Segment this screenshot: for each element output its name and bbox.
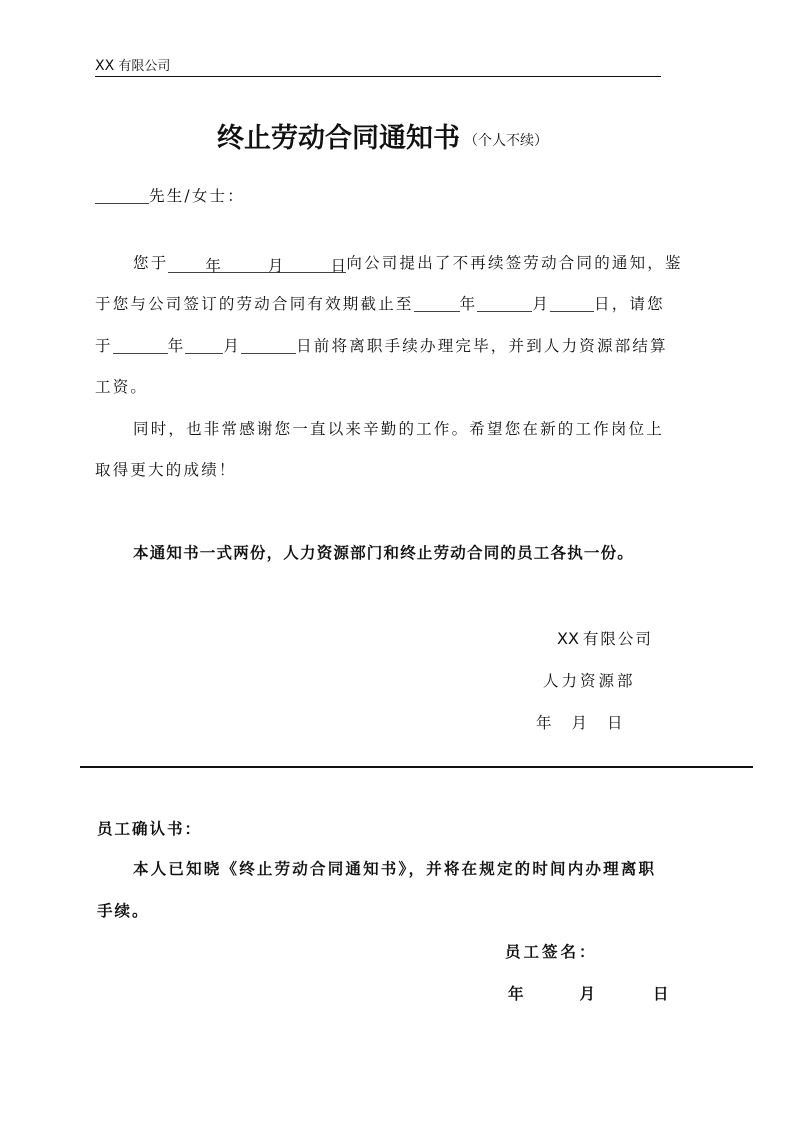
year-label: 年 bbox=[167, 337, 186, 355]
confirmation-line2: 手续。 bbox=[97, 901, 150, 920]
paragraph1-line3 bbox=[95, 336, 668, 356]
employee-year: 年 bbox=[508, 984, 524, 1003]
text: 日前将离职手续办理完毕，并到人力资源部结算 bbox=[296, 337, 668, 355]
confirmation-heading: 员工确认书： bbox=[97, 819, 203, 838]
signature-company-prefix: XX bbox=[557, 629, 579, 648]
paragraph2-line2: 取得更大的成绩！ bbox=[95, 461, 237, 479]
document-header bbox=[95, 58, 661, 77]
header-company-prefix: XX bbox=[95, 58, 115, 74]
request-date-blank[interactable] bbox=[168, 256, 346, 273]
text: 向公司提出了不再续签劳动合同的通知，鉴 bbox=[346, 254, 683, 272]
month-label: 月 bbox=[267, 257, 284, 275]
text: 于 bbox=[95, 337, 113, 355]
deadline-day-blank[interactable] bbox=[241, 337, 296, 354]
expiry-month-blank[interactable] bbox=[477, 295, 532, 312]
paragraph1-line1 bbox=[133, 253, 683, 273]
signature-department: 人力资源部 bbox=[543, 672, 636, 690]
paragraph1-line4: 工资。 bbox=[95, 378, 149, 396]
employee-signature-label[interactable]: 员工签名： bbox=[505, 942, 598, 961]
section-divider bbox=[80, 766, 753, 768]
paragraph1-line2 bbox=[95, 294, 665, 314]
deadline-year-blank[interactable] bbox=[113, 337, 168, 354]
signature-month: 月 bbox=[571, 714, 588, 732]
employee-signature-date bbox=[508, 982, 669, 1004]
text: 日，请您 bbox=[594, 295, 665, 313]
month-label: 月 bbox=[532, 295, 551, 313]
confirmation-line1: 本人已知晓《终止劳动合同通知书》，并将在规定的时间内办理离职 bbox=[133, 859, 657, 878]
text: 于您与公司签订的劳动合同有效期截止至 bbox=[95, 295, 414, 313]
signature-day: 日 bbox=[607, 714, 623, 732]
signature-year: 年 bbox=[536, 714, 552, 732]
signature-company bbox=[557, 627, 653, 649]
year-label: 年 bbox=[205, 257, 221, 275]
salutation bbox=[95, 186, 245, 206]
notice-copies: 本通知书一式两份，人力资源部门和终止劳动合同的员工各执一份。 bbox=[133, 543, 635, 562]
expiry-day-blank[interactable] bbox=[550, 295, 594, 312]
employee-month: 月 bbox=[579, 984, 596, 1003]
deadline-month-blank[interactable] bbox=[185, 337, 223, 354]
title-subtitle: （个人不续） bbox=[464, 133, 548, 149]
signature-company-suffix: 有限公司 bbox=[582, 630, 653, 648]
document-title bbox=[217, 121, 548, 159]
employee-day: 日 bbox=[653, 984, 669, 1003]
month-label: 月 bbox=[223, 337, 242, 355]
day-label: 日 bbox=[330, 257, 346, 275]
title-main: 终止劳动合同通知书 bbox=[217, 123, 460, 154]
expiry-year-blank[interactable] bbox=[414, 295, 460, 312]
header-company-suffix: 有限公司 bbox=[118, 59, 171, 74]
salutation-suffix: 先生/女士： bbox=[149, 187, 245, 205]
paragraph2-line1: 同时，也非常感谢您一直以来辛勤的工作。希望您在新的工作岗位上 bbox=[133, 420, 665, 438]
year-label: 年 bbox=[459, 295, 478, 313]
name-blank[interactable] bbox=[95, 187, 149, 204]
signature-date bbox=[536, 711, 623, 733]
text: 您于 bbox=[133, 254, 169, 272]
